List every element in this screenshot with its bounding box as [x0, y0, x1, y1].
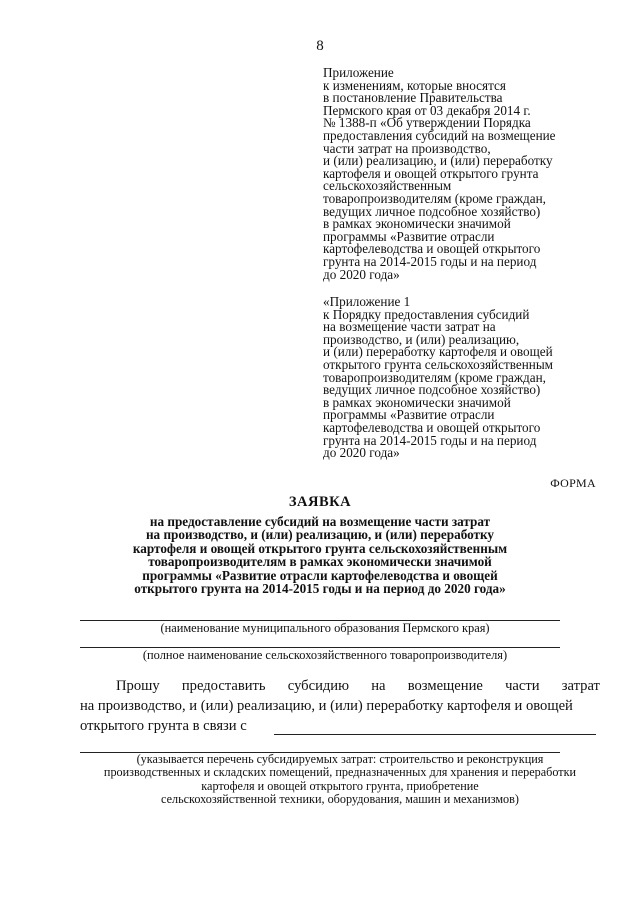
appendix-1-line: ведущих личное подсобное хозяйство) — [323, 382, 541, 398]
form-label: ФОРМА — [550, 476, 596, 490]
appendix-1-line: программы «Развитие отрасли — [323, 407, 495, 423]
appendix-header-line: к изменениям, которые вносятся — [323, 77, 506, 93]
document-subtitle — [80, 515, 560, 595]
request-word: возмещение — [407, 678, 483, 694]
subtitle-line: картофеля и овощей открытого грунта сельскохозяйственным — [132, 540, 508, 556]
request-word: предоставить — [181, 678, 266, 694]
appendix-header-line: в постановление Правительства — [323, 90, 503, 106]
appendix-1-header — [323, 296, 553, 460]
appendix-1-line: на возмещение части затрат на — [323, 319, 496, 335]
appendix-header-line: сельскохозяйственным — [323, 178, 452, 194]
appendix-header-line: Пермского края от 03 декабря 2014 г. — [323, 102, 531, 118]
reason-field-line[interactable] — [274, 734, 596, 735]
appendix-1-line: производство, и (или) реализацию, — [323, 331, 520, 347]
note-line: сельскохозяйственной техники, оборудования, машин и механизмов) — [161, 792, 519, 807]
request-line-2: на производство, и (или) реализацию, и (или) переработку картофеля и овощей — [80, 698, 573, 714]
appendix-1-line: к Порядку предоставления субсидий — [323, 306, 530, 322]
subtitle-line: товаропроизводителям в рамках экономически значимой — [148, 554, 492, 570]
appendix-1-line: до 2020 года» — [323, 445, 400, 461]
request-word: части — [505, 678, 540, 694]
appendix-header-line: до 2020 года» — [323, 266, 400, 282]
request-word: Прошу — [116, 678, 160, 694]
document-title: ЗАЯВКА — [288, 494, 352, 510]
municipality-caption: (наименование муниципального образования Пермского края) — [160, 621, 490, 635]
appendix-header-line: и (или) реализацию, и (или) переработку — [323, 153, 553, 169]
page-number: 8 — [316, 38, 324, 54]
appendix-header-line: картофелеводства и овощей открытого — [323, 241, 541, 257]
subtitle-line: на производство, и (или) реализацию, и (или) переработку — [145, 527, 495, 543]
appendix-1-line: картофелеводства и овощей открытого — [323, 419, 541, 435]
subtitle-line: на предоставление субсидий на возмещение части затрат — [149, 514, 491, 529]
request-word: на — [371, 678, 386, 694]
appendix-header-line: картофеля и овощей открытого грунта — [323, 165, 539, 181]
request-word: затрат — [561, 678, 600, 694]
appendix-header — [323, 67, 556, 281]
appendix-header-line: № 1388-п «Об утверждении Порядка — [323, 115, 531, 131]
appendix-header-line: части затрат на производство, — [323, 140, 491, 156]
appendix-1-line: «Приложение 1 — [323, 294, 411, 309]
subtitle-line: открытого грунта на 2014-2015 годы и на период до 2020 года» — [134, 581, 506, 597]
appendix-header-line: грунта на 2014-2015 годы и на период — [323, 253, 537, 269]
appendix-1-line: грунта на 2014-2015 годы и на период — [323, 432, 537, 448]
appendix-1-line: открытого грунта сельскохозяйственным — [323, 356, 554, 372]
appendix-header-line: товаропроизводителям (кроме граждан, — [323, 190, 546, 206]
request-line-3: открытого грунта в связи с — [80, 718, 247, 734]
request-word: субсидию — [287, 678, 350, 694]
note-line: производственных и складских помещений, предназначенных для хранения и переработки — [103, 765, 577, 780]
appendix-header-line: ведущих личное подсобное хозяйство) — [323, 203, 541, 219]
costs-note — [80, 753, 600, 807]
note-line: (указывается перечень субсидируемых затрат: строительство и реконструкция — [136, 752, 544, 766]
appendix-header-line: предоставления субсидий на возмещение — [323, 127, 556, 143]
producer-caption: (полное наименование сельскохозяйственного товаропроизводителя) — [142, 648, 508, 662]
appendix-header-line: Приложение — [323, 65, 394, 80]
appendix-header-line: в рамках экономически значимой — [323, 216, 511, 232]
subtitle-line: программы «Развитие отрасли картофелеводства и овощей — [142, 567, 498, 583]
appendix-1-line: в рамках экономически значимой — [323, 394, 511, 410]
appendix-1-line: и (или) переработку картофеля и овощей — [323, 344, 553, 360]
note-line: картофеля и овощей открытого грунта, приобретение — [201, 778, 479, 793]
appendix-1-line: товаропроизводителям (кроме граждан, — [323, 369, 546, 385]
appendix-header-line: программы «Развитие отрасли — [323, 228, 495, 244]
request-line-1 — [80, 678, 600, 695]
